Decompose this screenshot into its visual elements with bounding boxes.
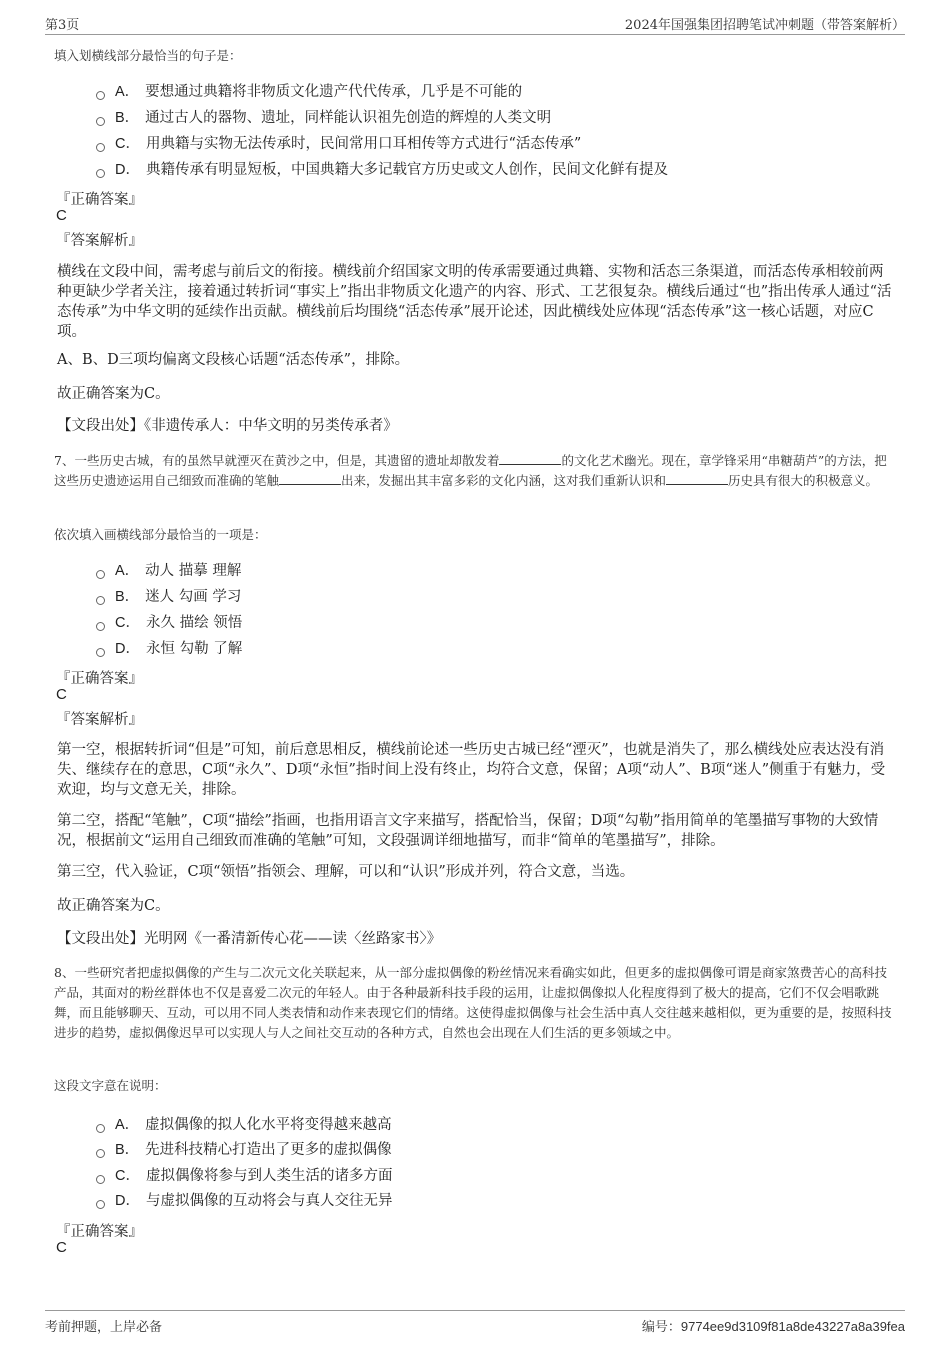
q6-analysis-label: 『答案解析』 [56,233,143,249]
fill-blank [499,452,561,465]
radio-icon[interactable] [96,570,105,579]
q7-answer-label: 『正确答案』 [56,671,143,687]
q8-question-text: 8、一些研究者把虚拟偶像的产生与二次元文化关联起来，从一部分虚拟偶像的粉丝情况来看确实如此，但更多的虚拟偶像可谓是商家煞费苦心的高科技产品，其面对的粉丝群体也不仅是喜爱二次元的年轻人。由于各种最新科技手段的运用，让虚拟偶像拟人化程度得到了极大的提高，它们不仅会唱歌跳舞，而且能够聊天、互动，可以用不同人类表情和动作来表现它们的情绪。这使得虚拟偶像与社会生活中真人交往越来越相似，更为重要的是，按照科技进步的趋势，虚拟偶像迟早可以实现人与人之间社交互动的各种方式，自然也会出现在人们生活的更多领域之中。 [54,965,892,1040]
q7-option-c[interactable]: C． 永久 描绘 领悟 [96,612,242,634]
radio-icon[interactable] [96,169,105,178]
q7-question-text: 7、一些历史古城，有的虽然早就湮灭在黄沙之中，但是，其遗留的遗址却散发着 的文化艺术幽光。现在，章学锋采用“串糖葫芦”的方法，把这些历史遗迹运用自己细致而准确的笔触 出来，发掘出其丰富多彩的文化内涵，这对我们重新认识和 历史具有很大的积极意义。 [54,453,887,488]
radio-icon[interactable] [96,648,105,657]
radio-icon[interactable] [96,1175,105,1184]
q7-analysis-paragraph: 第二空，搭配“笔触”，C项“描绘”指画，也指用语言文字来描写，搭配恰当，保留；D项“勾勒”指用简单的笔墨描写事物的大致情况，根据前文“运用自己细致而准确的笔触”可知，文段强调详细地描写，而非“简单的笔墨描写”，排除。 [57,813,879,849]
q7-option-a[interactable]: A． 动人 描摹 理解 [96,560,241,582]
q6-option-d[interactable]: D． 典籍传承有明显短板，中国典籍大多记载官方历史或文人创作，民间文化鲜有提及 [96,159,668,181]
q8-option-c[interactable]: C． 虚拟偶像将参与到人类生活的诸多方面 [96,1165,392,1187]
q7-option-d[interactable]: D． 永恒 勾勒 了解 [96,638,242,660]
q6-answer: C [56,207,67,224]
fill-blank [666,472,728,485]
document-code: 编号：9774ee9d3109f81a8de43227a8a39fea [641,1319,905,1335]
q7-source: 【文段出处】光明网《一番清新传心花——读〈丝路家书〉》 [57,931,442,947]
q8-answer-label: 『正确答案』 [56,1224,143,1240]
q6-answer-label: 『正确答案』 [56,192,143,208]
q6-source: 【文段出处】《非遗传承人：中华文明的另类传承者》 [57,418,398,434]
q6-analysis-paragraph: 故正确答案为C。 [57,386,170,402]
q6-option-c[interactable]: C． 用典籍与实物无法传承时，民间常用口耳相传等方式进行“活态传承” [96,133,581,155]
q6-option-a[interactable]: A． 要想通过典籍将非物质文化遗产代代传承，几乎是不可能的 [96,81,522,103]
q7-option-b[interactable]: B． 迷人 勾画 学习 [96,586,241,608]
radio-icon[interactable] [96,596,105,605]
radio-icon[interactable] [96,91,105,100]
page-header [45,12,905,35]
q8-option-b[interactable]: B． 先进科技精心打造出了更多的虚拟偶像 [96,1139,392,1161]
q7-answer: C [56,686,67,703]
radio-icon[interactable] [96,117,105,126]
radio-icon[interactable] [96,1124,105,1133]
q6-analysis-paragraph: A、B、D三项均偏离文段核心话题“活态传承”，排除。 [57,352,410,368]
q8-answer: C [56,1239,67,1256]
document-title: 2024年国强集团招聘笔试冲刺题（带答案解析） [624,18,905,33]
q8-option-a[interactable]: A． 虚拟偶像的拟人化水平将变得越来越高 [96,1114,392,1136]
fill-blank [279,472,341,485]
page-footer [45,1310,905,1335]
radio-icon[interactable] [96,622,105,631]
radio-icon[interactable] [96,1149,105,1158]
q6-prompt: 填入划横线部分最恰当的句子是： [54,48,242,63]
q7-analysis-paragraph: 第一空，根据转折词“但是”可知，前后意思相反，横线前论述一些历史古城已经“湮灭”，也就是消失了，那么横线处应表达没有消失、继续存在的意思，C项“永久”、D项“永恒”指时间上没有终止，均符合文意，保留；A项“动人”、B项“迷人”侧重于有魅力，受欢迎，均与文意无关，排除。 [57,742,886,798]
q8-option-d[interactable]: D． 与虚拟偶像的互动将会与真人交往无异 [96,1190,392,1212]
q7-analysis-paragraph: 故正确答案为C。 [57,898,170,914]
q8-prompt: 这段文字意在说明： [54,1078,167,1093]
q6-analysis-paragraph: 横线在文段中间，需考虑与前后文的衔接。横线前介绍国家文明的传承需要通过典籍、实物和活态三条渠道，而活态传承相较前两种更缺少学者关注，接着通过转折词“事实上”指出非物质文化遗产的内容、形式、工艺很复杂。横线后通过“也”指出传承人通过“活态传承”为中华文明的延续作出贡献。横线前后均围绕“活态传承”展开论述，因此横线处应体现“活态传承”这一核心话题，对应C项。 [57,264,892,340]
q7-analysis-label: 『答案解析』 [56,712,143,728]
page-number: 第3页 [45,18,80,33]
radio-icon[interactable] [96,1200,105,1209]
q6-option-b[interactable]: B． 通过古人的器物、遗址，同样能认识祖先创造的辉煌的人类文明 [96,107,551,129]
radio-icon[interactable] [96,143,105,152]
footer-slogan: 考前押题，上岸必备 [45,1320,163,1335]
q7-prompt: 依次填入画横线部分最恰当的一项是： [54,527,267,542]
q7-analysis-paragraph: 第三空，代入验证，C项“领悟”指领会、理解，可以和“认识”形成并列，符合文意，当选。 [57,864,635,880]
